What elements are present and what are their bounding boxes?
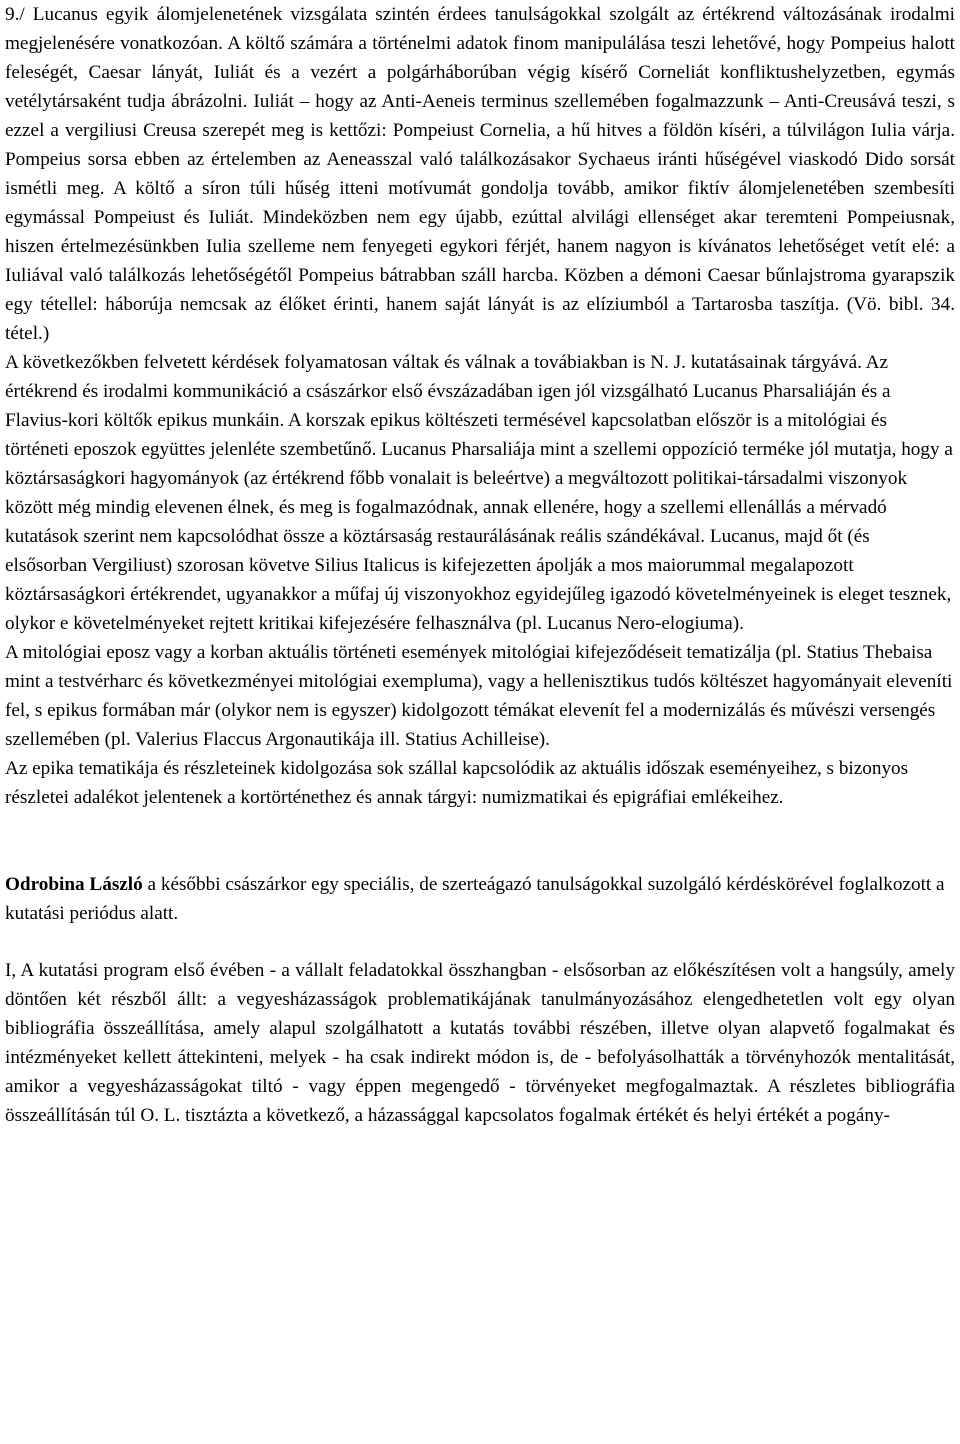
researcher-name: Odrobina László [5,874,143,895]
paragraph-lucanus-dream-scene: 9./ Lucanus egyik álomjelenetének vizsgálata szintén érdees tanulságokkal szolgált az értékrend változásának irodalmi megjelenésére vonatkozóan. A költő számára a történelmi adatok finom manipulálása teszi lehetővé, hogy Pompeius halott feleségét, Caesar lányát, Iuliát és a vezért a polgárháborúban végig kísérő Corneliát konfliktushelyzetben, egymás vetélytársaként tudja ábrázolni. Iuliát – hogy az Anti-Aeneis terminus szellemében fogalmazzunk – Anti-Creusává teszi, s ezzel a vergiliusi Creusa szerepét meg is kettőzi: Pompeiust Cornelia, a hű hitves a földön kíséri, a túlvilágon Iulia várja. Pompeius sorsa ebben az értelemben az Aeneasszal való találkozásakor Sychaeus iránti hűségével viaskodó Dido sorsát ismétli meg. A költő a síron túli hűség itteni motívumát gondolja tovább, amikor fiktív álomjelenetében szembesíti egymással Pompeiust és Iuliát. Mindeközben nem egy újabb, ezúttal alvilági ellenséget akar teremteni Pompeiusnak, hiszen értelmezésünkben Iulia szelleme nem fenyegeti egykori férjét, hanem nagyon is kívánatos lehetőséget vetít elé: a Iuliával való találkozás lehetőségétől Pompeius bátrabban száll harcba. Közben a démoni Caesar bűnlajstroma gyarapszik egy tétellel: háborúja nemcsak az élőket érinti, hanem saját lányát is az elíziumból a Tartarosba taszítja. (Vö. bibl. 34. tétel.) [5,4,955,344]
paragraph-research-program: I, A kutatási program első évében - a vállalt feladatokkal összhangban - elsősorban az előkészítésen volt a hangsúly, amely döntően két részből állt: a vegyesházasságok problematikájának tanulmányozásához elengedhetetlen volt egy olyan bibliográfia összeállítása, amely alapul szolgálhatott a kutatás további részében, illetve olyan alapvető fogalmakat és intézményeket kellett áttekinteni, melyek - ha csak indirekt módon is, de - befolyásolhatták a törvényhozók mentalitását, amikor a vegyesházasságokat tiltó - vagy éppen megengedő - törvényeket megfogalmaztak. A részletes bibliográfia összeállításán túl O. L. tisztázta a következő, a házassággal kapcsolatos fogalmak értékét és helyi értékét a pogány- [5,960,955,1126]
paragraph-research-questions: A következőkben felvetett kérdések folyamatosan váltak és válnak a továbiakban is N. J. kutatásainak tárgyává. Az értékrend és irodalmi kommunikáció a császárkor első évszázadában igen jól vizsgálható Lucanus Pharsaliáján és a Flavius-kori költők epikus munkáin. A korszak epikus költészeti termésével kapcsolatban először is a mitológiai és történeti eposzok együttes jelenléte szembetűnő. Lucanus Pharsaliája mint a szellemi oppozíció terméke jól mutatja, hogy a köztársaságkori hagyományok (az értékrend főbb vonalait is beleértve) a megváltozott politikai-társadalmi viszonyok között még mindig elevenen élnek, és meg is fogalmazódnak, annak ellenére, hogy a szellemi ellenállás a mérvadó kutatások szerint nem kapcsolódhat össze a köztársaság restaurálásának reális szándékával. Lucanus, majd őt (és elsősorban Vergiliust) szorosan követve Silius Italicus is kifejezetten ápolják a mos maiorummal megalapozott köztársaságkori értékrendet, ugyanakkor a műfaj új viszonyokhoz egyidejűleg igazodó követelményeinek is eleget tesznek, olykor e követelményeket rejtett kritikai kifejezésére felhasználva (pl. Lucanus Nero-elogiuma). [5,352,953,634]
paragraph-mythological-epic: A mitológiai eposz vagy a korban aktuális történeti események mitológiai kifejeződéseit tematizálja (pl. Statius Thebaisa mint a testvérharc és következményei mitológiai exempluma), vagy a hellenisztikus tudós költészet hagyományait eleveníti fel, s epikus formában már (olykor nem is egyszer) kidolgozott témákat elevenít fel a modernizálás és művészi versengés szellemében (pl. Valerius Flaccus Argonautikája ill. Statius Achilleise). [5,642,953,750]
paragraph-odrobina-intro [5,870,955,928]
paragraph-odrobina-text: a későbbi császárkor egy speciális, de szerteágazó tanulságokkal suzolgáló kérdéskörével foglalkozott a kutatási periódus alatt. [5,874,945,924]
paragraph-epic-themes: Az epika tematikája és részleteinek kidolgozása sok szállal kapcsolódik az aktuális időszak eseményeihez, s bizonyos részletei adalékot jelentenek a kortörténethez és annak tárgyi: numizmatikai és epigráfiai emlékeihez. [5,758,909,808]
document-page [5,0,955,1130]
